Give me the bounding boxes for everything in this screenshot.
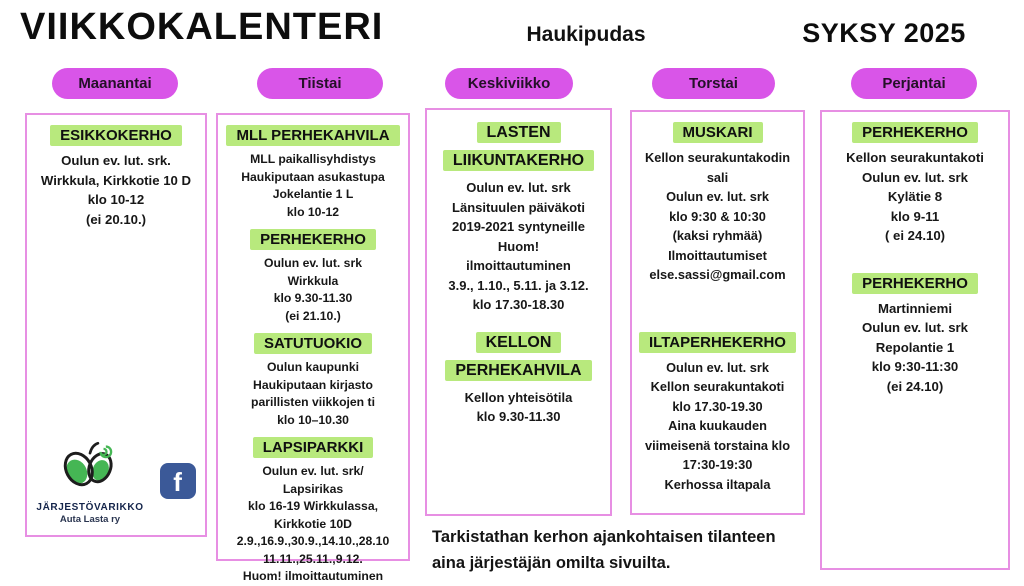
event-detail-line: klo 10-12: [87, 192, 145, 207]
page-title: VIIKKOKALENTERI: [20, 6, 384, 48]
event-title: [220, 124, 406, 148]
event-title: [429, 329, 608, 385]
event-card: [220, 228, 406, 325]
event-title-highlight: LAPSIPARKKI: [253, 437, 374, 458]
event-title: [220, 436, 406, 460]
organization-logo-block: [36, 437, 143, 525]
event-detail-line: Kirkkotie 10D: [274, 516, 352, 531]
event-detail-line: parillisten viikkojen ti: [251, 395, 375, 409]
event-card: [824, 121, 1006, 246]
day-pill-torstai: Torstai: [652, 68, 775, 99]
event-detail-line: klo 9:30 & 10:30: [669, 208, 766, 224]
event-title-highlight: KELLON PERHEKAHVILA: [445, 332, 591, 381]
event-detail-line: klo 16-19 Wirkkulassa,: [248, 499, 378, 513]
footer-note: [432, 524, 776, 576]
event-detail-line: 3.9., 1.10., 5.11. ja 3.12.: [448, 277, 589, 293]
day-pill-tiistai: Tiistai: [257, 68, 383, 99]
day-pill-maanantai: Maanantai: [52, 68, 178, 99]
event-card: [429, 329, 608, 427]
event-card: [634, 331, 801, 495]
event-detail-line: Ilmoittautumiset: [668, 247, 767, 263]
day-pill-perjantai: Perjantai: [851, 68, 977, 99]
event-detail-line: Kylätie 8: [887, 189, 943, 204]
event-detail-line: Länsituulen päiväkoti: [452, 199, 585, 215]
event-detail-line: (ei 21.10.): [285, 308, 341, 323]
event-detail-line: klo 9.30-11.30: [476, 409, 561, 424]
event-title: [220, 228, 406, 252]
event-detail-line: Oulun kaupunki: [266, 360, 360, 374]
event-detail-line: Wirkkula, Kirkkotie 10 D: [40, 172, 192, 188]
event-detail-line: Huom! ilmoittautuminen: [242, 569, 384, 583]
event-detail-line: Oulun ev. lut. srk: [666, 189, 769, 204]
event-detail-line: else.sassi@gmail.com: [649, 267, 786, 282]
event-detail-line: Martinniemi: [877, 300, 952, 316]
season-label: SYKSY 2025: [802, 18, 966, 48]
event-detail-line: klo 17.30-18.30: [472, 297, 565, 312]
column-keskiviikko: [425, 108, 612, 516]
event-detail-line: Oulun ev. lut. srk.: [61, 153, 171, 168]
event-detail-line: Haukiputaan kirjasto: [253, 377, 373, 392]
event-detail-line: Oulun ev. lut. srk: [466, 180, 571, 195]
event-detail-line: Repolantie 1: [875, 339, 955, 355]
event-title-highlight: PERHEKERHO: [852, 273, 978, 294]
event-detail-line: ilmoittautuminen: [466, 258, 571, 273]
event-title-highlight: SATUTUOKIO: [254, 333, 372, 354]
column-torstai: [630, 110, 805, 515]
event-detail-line: 11.11.,25.11.,9.12.: [263, 551, 363, 566]
events-list: [220, 124, 406, 586]
event-detail-line: Aina kuukauden: [668, 418, 767, 433]
event-title: [29, 124, 203, 148]
event-detail-line: Wirkkula: [287, 273, 339, 288]
event-detail-line: Oulun ev. lut. srk/: [262, 464, 364, 478]
butterfly-logo-icon: [57, 437, 123, 502]
event-detail-line: sali: [706, 169, 729, 185]
event-detail-line: klo 10–10.30: [277, 412, 349, 427]
event-detail-line: ( ei 24.10): [884, 228, 946, 243]
event-detail-line: Kellon yhteisötila: [464, 389, 573, 405]
events-list: [824, 121, 1006, 396]
organization-name: JÄRJESTÖVARIKKO: [36, 502, 144, 513]
event-detail-line: Kellon seurakuntakoti: [650, 379, 785, 394]
event-card: [634, 121, 801, 285]
event-detail-line: Lapsirikas: [282, 481, 344, 496]
event-detail-line: klo 9-11: [890, 208, 940, 224]
event-detail-line: MLL paikallisyhdistys: [250, 152, 376, 166]
event-detail-line: 2.9.,16.9.,30.9.,14.10.,28.10: [236, 534, 390, 548]
event-detail-line: klo 17.30-19.30: [672, 398, 763, 414]
event-title: [220, 332, 406, 356]
organization-footer: [27, 437, 205, 525]
footer-note-line1: Tarkistathan kerhon ajankohtaisen tilanteen: [432, 528, 776, 546]
event-title-highlight: PERHEKERHO: [852, 122, 978, 143]
event-title-highlight: MUSKARI: [673, 122, 763, 143]
event-card: [824, 272, 1006, 397]
event-detail-line: Huom!: [497, 238, 540, 254]
event-title-highlight: PERHEKERHO: [250, 229, 376, 250]
event-card: [220, 332, 406, 429]
event-detail-line: (kaksi ryhmää): [672, 228, 763, 243]
event-title: [824, 272, 1006, 296]
event-title-highlight: MLL PERHEKAHVILA: [226, 125, 399, 146]
event-title: [429, 119, 608, 175]
event-title: [634, 331, 801, 355]
event-detail-line: (ei 20.10.): [85, 211, 147, 227]
organization-subname: Auta Lasta ry: [59, 514, 121, 525]
event-title: [634, 121, 801, 145]
event-detail-line: 2019-2021 syntyneille: [452, 219, 585, 234]
event-title-highlight: ILTAPERHEKERHO: [639, 332, 796, 353]
event-title: [824, 121, 1006, 145]
day-pill-keskiviikko: Keskiviikko: [445, 68, 573, 99]
event-detail-line: Haukiputaan asukastupa: [241, 169, 385, 184]
event-card: [29, 124, 203, 229]
event-detail-line: Kellon seurakuntakoti: [846, 150, 984, 165]
column-maanantai: [25, 113, 207, 537]
events-list: [634, 121, 801, 494]
event-title-highlight: LASTEN LIIKUNTAKERHO: [443, 122, 594, 171]
event-detail-line: (ei 24.10): [886, 378, 944, 394]
location-subtitle: Haukipudas: [526, 23, 646, 46]
event-detail-line: Oulun ev. lut. srk: [861, 320, 968, 335]
event-detail-line: Oulun ev. lut. srk: [861, 169, 968, 185]
event-detail-line: klo 9.30-11.30: [273, 291, 353, 305]
footer-note-line2: aina järjestäjän omilta sivuilta.: [432, 554, 671, 572]
events-list: [429, 119, 608, 427]
event-detail-line: 17:30-19:30: [682, 457, 753, 472]
event-detail-line: klo 9:30-11:30: [871, 359, 959, 374]
facebook-icon[interactable]: f: [160, 463, 196, 499]
event-detail-line: Kerhossa iltapala: [664, 476, 771, 492]
event-detail-line: Kellon seurakuntakodin: [644, 150, 791, 165]
event-detail-line: Oulun ev. lut. srk: [264, 256, 362, 270]
event-detail-line: Oulun ev. lut. srk: [666, 359, 769, 375]
event-title-highlight: ESIKKOKERHO: [50, 125, 182, 146]
event-detail-line: klo 10-12: [286, 204, 340, 219]
event-card: [429, 119, 608, 315]
column-perjantai: [820, 110, 1010, 570]
column-tiistai: [216, 113, 410, 583]
event-detail-line: viimeisenä torstaina klo: [644, 437, 791, 453]
events-list: [29, 124, 203, 229]
event-detail-line: Jokelantie 1 L: [272, 187, 354, 201]
event-card: [220, 124, 406, 221]
event-card: [220, 436, 406, 586]
